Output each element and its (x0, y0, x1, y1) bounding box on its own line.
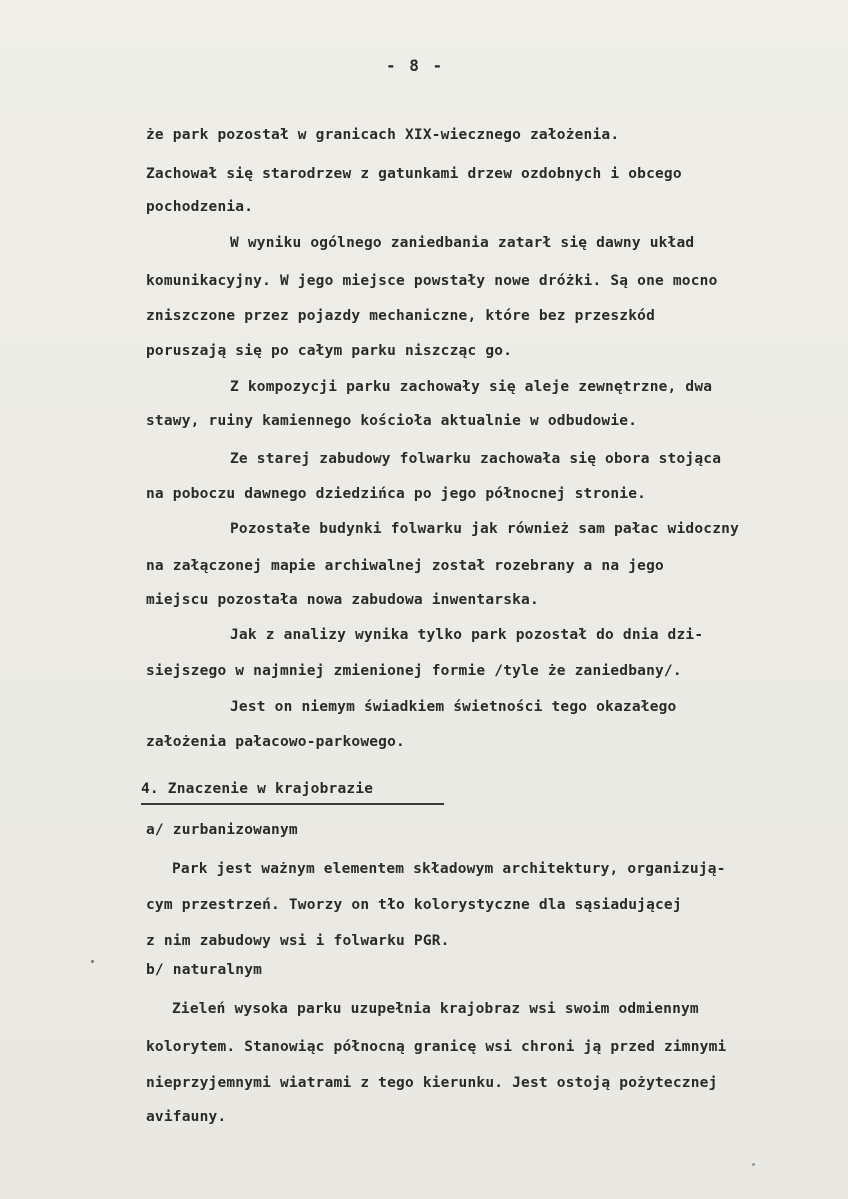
text-line: na załączonej mapie archiwalnej został rozebrany a na jego (146, 558, 664, 574)
text-line: zniszczone przez pojazdy mechaniczne, które bez przeszkód (146, 308, 655, 324)
text-line: Jak z analizy wynika tylko park pozostał do dnia dzi- (230, 627, 704, 643)
paper-speck (91, 960, 94, 963)
heading-underline (141, 803, 444, 805)
text-line: założenia pałacowo-parkowego. (146, 734, 405, 750)
text-line: nieprzyjemnymi wiatrami z tego kierunku. Jest ostoją pożytecznej (146, 1075, 718, 1091)
paper-speck (752, 1163, 755, 1166)
text-line: Ze starej zabudowy folwarku zachowała się obora stojąca (230, 451, 722, 467)
page-number: - 8 - (386, 56, 445, 75)
text-line: miejscu pozostała nowa zabudowa inwentarska. (146, 592, 539, 608)
text-line: że park pozostał w granicach XIX-wiecznego założenia. (146, 127, 620, 143)
text-line: z nim zabudowy wsi i folwarku PGR. (146, 933, 450, 949)
text-line: kolorytem. Stanowiąc północną granicę wsi chroni ją przed zimnymi (146, 1039, 727, 1055)
text-line: na poboczu dawnego dziedzińca po jego północnej stronie. (146, 486, 647, 502)
text-line: Zachował się starodrzew z gatunkami drzew ozdobnych i obcego (146, 166, 682, 182)
text-line: Z kompozycji parku zachowały się aleje zewnętrzne, dwa (230, 379, 713, 395)
text-line: siejszego w najmniej zmienionej formie /tyle że zaniedbany/. (146, 663, 682, 679)
text-line: stawy, ruiny kamiennego kościoła aktualnie w odbudowie. (146, 413, 638, 429)
text-line: pochodzenia. (146, 199, 254, 215)
subsection-label: b/ naturalnym (146, 962, 263, 978)
text-line: poruszają się po całym parku niszcząc go. (146, 343, 513, 359)
text-line: Jest on niemym świadkiem świetności tego okazałego (230, 699, 677, 715)
text-line: W wyniku ogólnego zaniedbania zatarł się dawny układ (230, 235, 695, 251)
text-line: Zieleń wysoka parku uzupełnia krajobraz wsi swoim odmiennym (172, 1001, 699, 1017)
subsection-label: a/ zurbanizowanym (146, 822, 298, 838)
text-line: Park jest ważnym elementem składowym architektury, organizują- (172, 861, 726, 877)
text-line: avifauny. (146, 1109, 227, 1125)
text-line: cym przestrzeń. Tworzy on tło kolorystyczne dla sąsiadującej (146, 897, 682, 913)
section-heading: 4. Znaczenie w krajobrazie (141, 781, 374, 797)
text-line: Pozostałe budynki folwarku jak również sam pałac widoczny (230, 521, 739, 537)
text-line: komunikacyjny. W jego miejsce powstały nowe dróżki. Są one mocno (146, 273, 718, 289)
